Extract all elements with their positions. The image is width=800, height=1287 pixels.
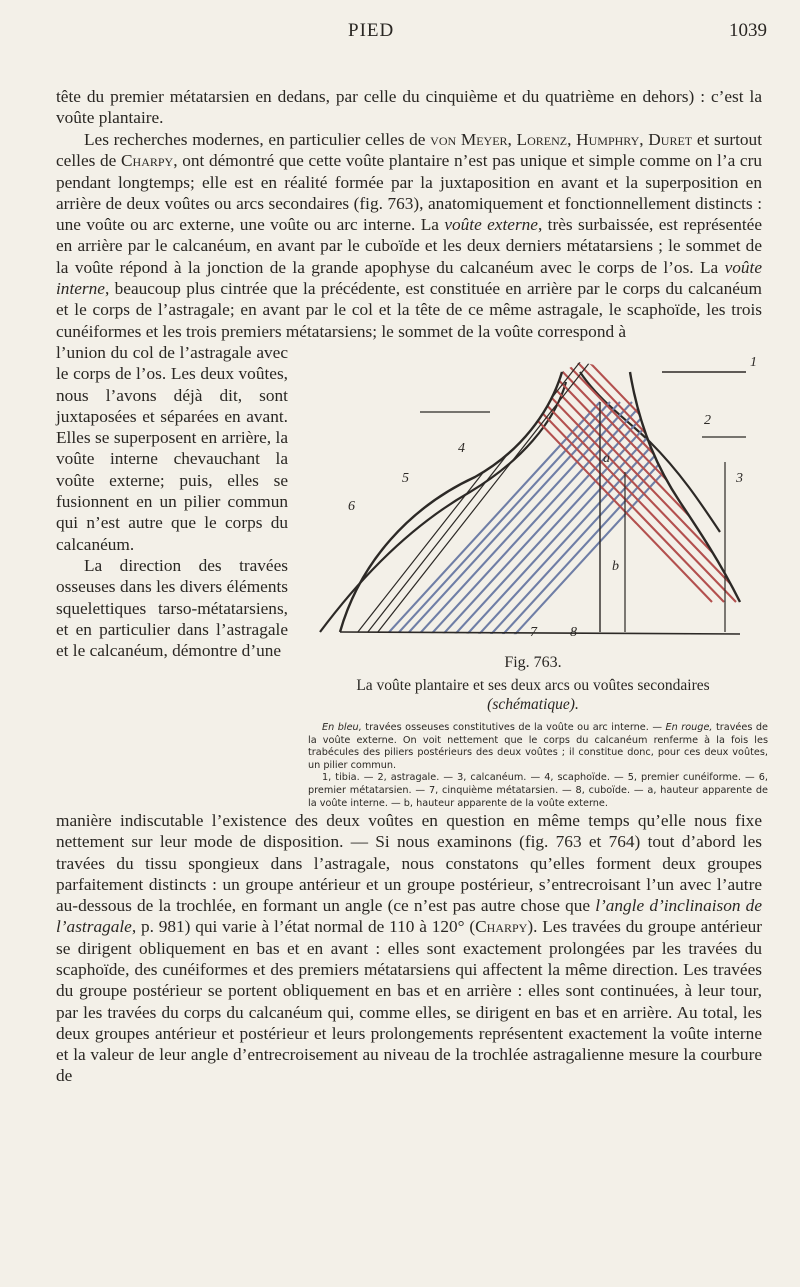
fig-label-4: 4: [458, 441, 465, 456]
left-column-paragraph: [56, 342, 288, 555]
fig-label-5: 5: [402, 471, 409, 486]
legend-text-a: travées osseuses constitutives de la voûte ou arc interne. —: [361, 722, 666, 733]
running-title: PIED: [348, 20, 395, 41]
figure-caption-title: La voûte plantaire et ses deux arcs ou voûtes secondaires: [356, 677, 710, 694]
fig-label-1: 1: [750, 355, 757, 370]
left-column-paragraph-2: [56, 555, 288, 661]
p2-text-c: , ont démontré que cette voûte plantaire n’est pas unique et simple comme on l’a cru pendant longtemps; elle est en réalité formée par la juxtaposition en avant et la superposition en arrière de deux voûtes ou arcs secondaires (fig. 763), anatomiquement et fonctionnellement distincts : une voûte ou arc externe, une voûte ou arc interne. La: [56, 151, 762, 235]
legend-colors: [308, 722, 768, 772]
fig-label-b: b: [612, 559, 619, 574]
hatching-group: [350, 342, 766, 642]
p2-text-e: , beaucoup plus cintrée que la précédente, est constituée en arrière par le corps du calcanéum et le corps de l’astragale; en avant par le col et la tête de ce même astragale, le scaphoïde, les trois cunéiformes et les trois premiers métatarsiens; le sommet de la voûte correspond à: [56, 278, 762, 341]
p2-authors: von Meyer, Lorenz, Humphry, Duret: [430, 130, 693, 149]
p2-text-b: et surtout celles de: [56, 130, 762, 171]
figure-caption-subtitle: (schématique).: [487, 696, 579, 713]
left-col2-text: La direction des travées osseuses dans les divers éléments squelettiques tarso-métatarsiens, et en particulier dans l’astragale et le calcanéum, démontre d’une: [56, 556, 288, 661]
bottom-text-a: manière indiscutable l’existence des deux voûtes en question en même temps qu’elle nous fixe nettement sur leur mode de disposition. — Si nous examinons (fig. 763 et 764) tout d’abord les travées du tissu spongieux dans l’astragale, nous constatons qu’elles forment deux groupes parfaitement distincts : un groupe antérieur et un groupe postérieur, s’entrecroisant l’un avec l’autre au-dessous de la trochlée, en formant un angle (ce n’est pas autre chose que: [56, 811, 762, 916]
fig-label-8: 8: [570, 625, 577, 640]
p2-text-d: , très surbaissée, est représentée en arrière par le calcanéum, en avant par le cuboïde et les deux derniers métatarsiens ; le sommet de la voûte répond à la jonction de la grande apophyse du calcanéum avec le corps de l’os. La: [56, 215, 762, 277]
figure-label: Fig. 763.: [504, 654, 562, 671]
bottom-text-b: , p. 981) qui varie à l’état normal de 110 à 120° (: [131, 917, 476, 937]
figure-legend: [308, 722, 768, 810]
legend-en-bleu: En bleu,: [322, 722, 362, 733]
term-angle-inclinaison: l’angle d’inclinaison de l’astragale: [56, 896, 762, 937]
page-number: 1039: [729, 20, 767, 41]
figure-763-illustration: [300, 342, 766, 642]
fig-label-7: 7: [530, 625, 537, 640]
left-col-text: l’union du col de l’astragale avec le corps de l’os. Les deux voûtes, nous l’avons déjà dit, sont juxtaposées et séparées en avant. Elles se superposent en arrière, la voûte interne chevauchant la voûte externe; puis, elles se fusionnent en un pilier commun qui n’est autre que le corps du calcanéum.: [56, 343, 288, 554]
dark-trabeculae: [350, 362, 590, 642]
bottom-paragraph: [56, 810, 762, 1087]
term-voute-interne: voûte interne: [56, 257, 762, 298]
paragraph-continued: [56, 86, 762, 129]
fig-label-6: 6: [348, 499, 355, 514]
bottom-text-c: ). Les travées du groupe antérieur se dirigent obliquement en bas et en avant : elles sont exactement prolongées par les travées du scaphoïde, des cunéiformes et des premiers métatarsiens qui affectent la même direction. Les travées du groupe postérieur se portent obliquement en bas et en arrière : elles sont continuées, à leur tour, par les travées du corps du calcanéum qui, comme elles, se dirigent en bas et en arrière. Au total, les deux groupes antérieur et postérieur et leurs prolongements représentent exactement la voûte interne et la valeur de leur angle d’entrecroisement au niveau de la trochlée astragalienne mesure la courbure de: [56, 917, 763, 1086]
paragraph-recherches: [56, 129, 762, 342]
bottom-charpy: Charpy: [475, 917, 528, 937]
legend-items: 1, tibia. — 2, astragale. — 3, calcanéum. — 4, scaphoïde. — 5, premier cunéiforme. — 6, premier métatarsien. — 7, cinquième métatarsien. — 8, cuboïde. — a, hauteur apparente de la voûte interne. — b, hauteur apparente de la voûte externe.: [308, 772, 768, 809]
legend-text-b: travées de la voûte externe. On voit nettement que le corps du calcanéum renferme à la fois les trabécules des piliers postérieurs des deux voûtes ; il constitue donc, pour ces deux voûtes, un pilier commun.: [308, 722, 769, 771]
fig-label-2: 2: [704, 413, 711, 428]
fig-label-3: 3: [736, 471, 743, 486]
fig-label-a: a: [603, 451, 610, 466]
legend-en-rouge: En rouge,: [665, 722, 713, 733]
p2-text-a: Les recherches modernes, en particulier celles de: [84, 130, 431, 149]
foot-arch-drawing: [320, 342, 766, 642]
running-header: [0, 20, 800, 46]
p2-charpy: Charpy: [121, 151, 174, 171]
p1-text: tête du premier métatarsien en dedans, par celle du cinquième et du quatrième en dehors) : c’est la voûte plantaire.: [56, 87, 762, 128]
term-voute-externe: voûte externe: [444, 215, 538, 235]
